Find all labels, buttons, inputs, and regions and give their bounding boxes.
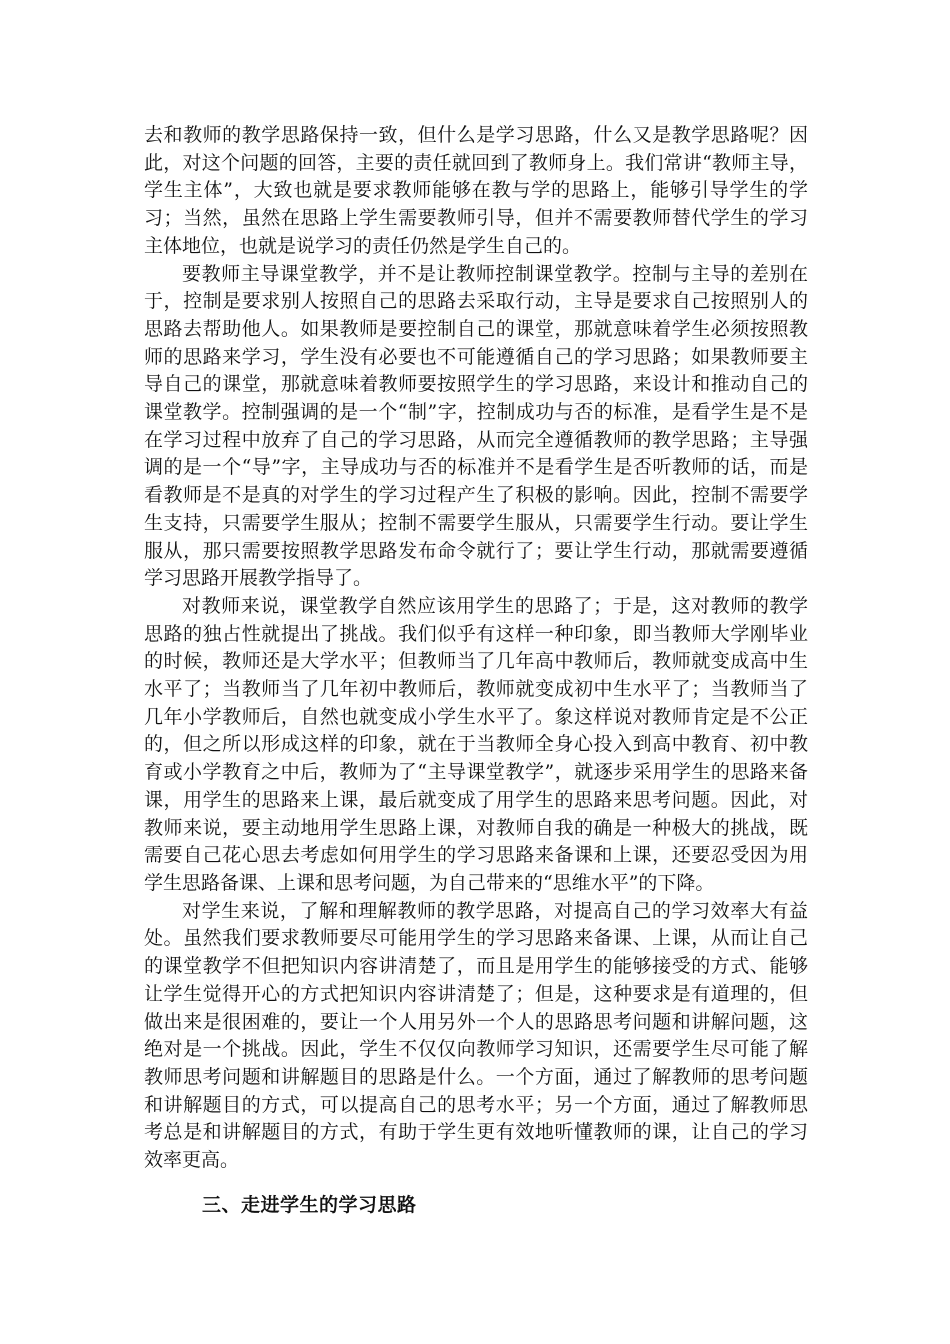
paragraph-for-students: 对学生来说，了解和理解教师的教学思路，对提高自己的学习效率大有益处。虽然我们要求教师要尽可能用学生的学习思路来备课、上课，从而让自己的课堂教学不但把知识内容讲清楚了，而且是用学生的能够接受的方式、能够让学生觉得开心的方式把知识内容讲清楚了；但是，这种要求是有道理的，但做出来是很困难的，要让一个人用另外一个人的思路思考问题和讲解问题，这绝对是一个挑战。因此，学生不仅仅向教师学习知识，还需要学生尽可能了解教师思考问题和讲解题目的思路是什么。一个方面，通过了解教师的思考问题和讲解题目的方式，可以提高自己的思考水平；另一个方面，通过了解教师思考总是和讲解题目的方式，有助于学生更有效地听懂教师的课，让自己的学习效率更高。 bbox=[144, 899, 808, 1172]
paragraph-lead-vs-control: 要教师主导课堂教学，并不是让教师控制课堂教学。控制与主导的差别在于，控制是要求别人按照自己的思路去采取行动，主导是要求自己按照别人的思路去帮助他人。如果教师是要控制自己的课堂，那就意味着学生必须按照教师的思路来学习，学生没有必要也不可能遵循自己的学习思路；如果教师要主导自己的课堂，那就意味着教师要按照学生的学习思路，来设计和推动自己的课堂教学。控制强调的是一个“制”字，控制成功与否的标准，是看学生是不是在学习过程中放弃了自己的学习思路，从而完全遵循教师的教学思路；主导强调的是一个“导”字，主导成功与否的标准并不是看学生是否听教师的话，而是看教师是不是真的对学生的学习过程产生了积极的影响。因此，控制不需要学生支持，只需要学生服从；控制不需要学生服从，只需要学生行动。要让学生服从，那只需要按照教学思路发布命令就行了；要让学生行动，那就需要遵循学习思路开展教学指导了。 bbox=[144, 262, 808, 590]
paragraph-continued: 去和教师的教学思路保持一致，但什么是学习思路，什么又是教学思路呢？因此，对这个问题的回答，主要的责任就回到了教师身上。我们常讲“教师主导，学生主体”，大致也就是要求教师能够在教与学的思路上，能够引导学生的学习；当然，虽然在思路上学生需要教师引导，但并不需要教师替代学生的学习主体地位，也就是说学习的责任仍然是学生自己的。 bbox=[144, 124, 808, 257]
section-heading: 三、走进学生的学习思路 bbox=[202, 1193, 417, 1216]
document-page bbox=[144, 122, 808, 1219]
paragraph-for-teachers: 对教师来说，课堂教学自然应该用学生的思路了；于是，这对教师的教学思路的独占性就提出了挑战。我们似乎有这样一种印象，即当教师大学刚毕业的时候，教师还是大学水平；但教师当了几年高中教师后，教师就变成高中生水平了；当教师当了几年初中教师后，教师就变成初中生水平了；当教师当了几年小学教师后，自然也就变成小学生水平了。象这样说对教师肯定是不公正的，但之所以形成这样的印象，就在于当教师全身心投入到高中教育、初中教育或小学教育之中后，教师为了“主导课堂教学”，就逐步采用学生的思路来备课，用学生的思路来上课，最后就变成了用学生的思路来思考问题。因此，对教师来说，要主动地用学生思路上课，对教师自我的确是一种极大的挑战，既需要自己花心思去考虑如何用学生的学习思路来备课和上课，还要忍受因为用学生思路备课、上课和思考问题，为自己带来的“思维水平”的下降。 bbox=[144, 594, 808, 894]
